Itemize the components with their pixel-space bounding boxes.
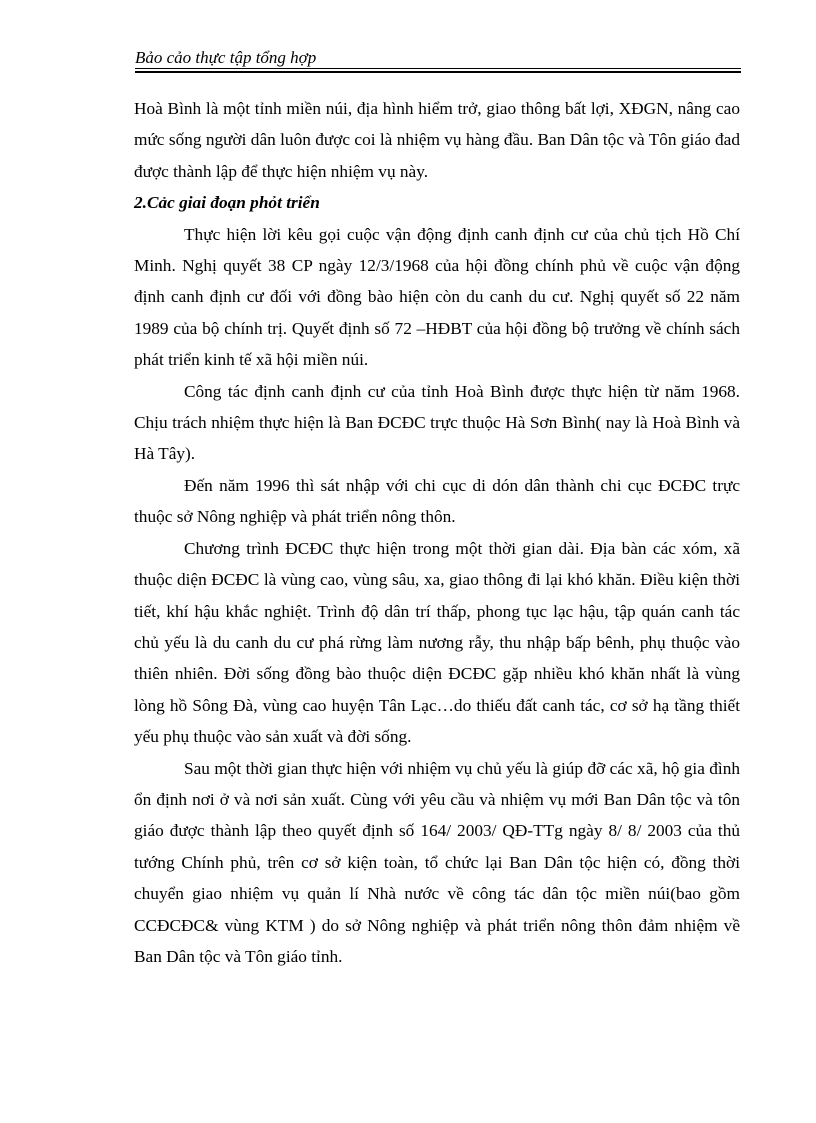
document-body <box>134 93 740 972</box>
body-paragraph: Đến năm 1996 thì sát nhập với chi cục di dón dân thành chi cục ĐCĐC trực thuộc sở Nông nghiệp và phát triển nông thôn. <box>134 475 740 527</box>
body-paragraph: Thực hiện lời kêu gọi cuộc vận động định canh định cư của chủ tịch Hồ Chí Minh. Nghị quyết 38 CP ngày 12/3/1968 của hội đồng chính phủ về cuộc vận động định canh định cư đối với đồng bào hiện còn du canh du cư. Nghị quyết số 22 năm 1989 của bộ chính trị. Quyết định số 72 –HĐBT của hội đồng bộ trưởng về chính sách phát triển kinh tế xã hội miền núi. <box>134 224 740 370</box>
page-header-title: Bảo cảo thực tập tổng hợp <box>135 48 317 67</box>
body-paragraph: Công tác định canh định cư của tỉnh Hoà Bình được thực hiện từ năm 1968. Chịu trách nhiệm thực hiện là Ban ĐCĐC trực thuộc Hà Sơn Bình( nay là Hoà Bình và Hà Tây). <box>134 381 740 464</box>
header-rule-thick <box>135 71 741 73</box>
intro-paragraph: Hoà Bình là một tỉnh miền núi, địa hình hiểm trở, giao thông bất lợi, XĐGN, nâng cao mức sống người dân luôn được coi là nhiệm vụ hàng đầu. Ban Dân tộc và Tôn giáo đad được thành lập để thực hiện nhiệm vụ này. <box>134 99 740 181</box>
header-rule-thin <box>135 68 741 69</box>
body-paragraph: Sau một thời gian thực hiện với nhiệm vụ chủ yếu là giúp đỡ các xã, hộ gia đình ổn định nơi ở và nơi sản xuất. Cùng với yêu cầu và nhiệm vụ mới Ban Dân tộc và tôn giáo được thành lập theo quyết định số 164/ 2003/ QĐ-TTg ngày 8/ 8/ 2003 của thủ tướng Chính phủ, trên cơ sở kiện toàn, tổ chức lại Ban Dân tộc hiện có, đồng thời chuyển giao nhiệm vụ quản lí Nhà nước về công tác dân tộc miền núi(bao gồm CCĐCĐC& vùng KTM ) do sở Nông nghiệp và phát triển nông thôn đảm nhiệm về Ban Dân tộc và Tôn giáo tỉnh. <box>134 758 740 966</box>
body-paragraph: Chương trình ĐCĐC thực hiện trong một thời gian dài. Địa bàn các xóm, xã thuộc diện ĐCĐC là vùng cao, vùng sâu, xa, giao thông đi lại khó khăn. Điều kiện thời tiết, khí hậu khắc nghiệt. Trình độ dân trí thấp, phong tục lạc hậu, tập quán canh tác chủ yếu là du canh du cư phá rừng làm nương rẫy, thu nhập bấp bênh, phụ thuộc vào thiên nhiên. Đời sống đồng bào thuộc diện ĐCĐC gặp nhiều khó khăn nhất là vùng lòng hồ Sông Đà, vùng cao huyện Tân Lạc…do thiếu đất canh tác, cơ sở hạ tầng thiết yếu phụ thuộc vào sản xuất và đời sống. <box>134 538 740 747</box>
section-heading: 2.Cảc giai đoạn phỏt triển <box>134 193 320 213</box>
